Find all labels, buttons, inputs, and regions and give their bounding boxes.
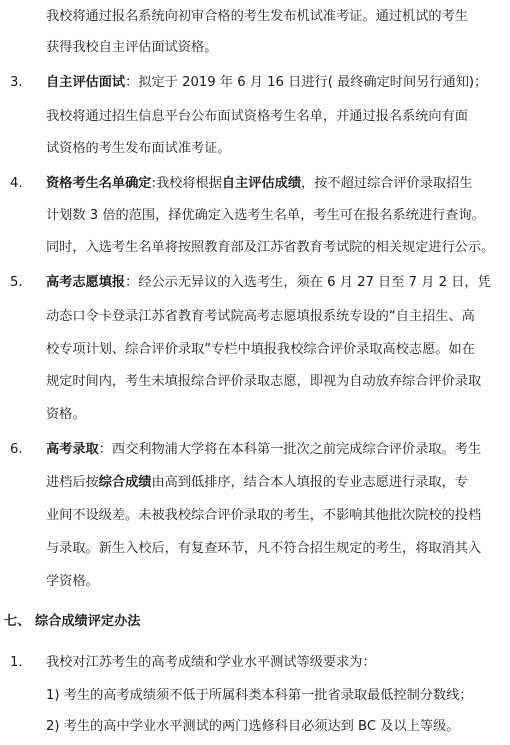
paragraph-line: 校专项计划、综合评价录取”专栏中填报我校综合评价录取高校志愿。如在 — [46, 342, 475, 357]
paragraph-line: 我校将通过招生信息平台公布面试资格考生名单，并通过报名系统向有面 — [46, 109, 468, 124]
list-number: 4. — [10, 176, 23, 191]
list-item-3-line1 — [46, 73, 487, 93]
item-emphasis: 综合成绩 — [98, 475, 152, 490]
paragraph-line: 学资格。 — [46, 574, 99, 589]
item-emphasis: 自主评估成绩 — [221, 176, 302, 191]
paragraph-line: 同时，入选考生名单将按照教育部及江苏省教育考试院的相关规定进行公示。 — [46, 240, 495, 255]
sub-item: 1) 考生的高考成绩须不低于所属科类本科第一批省录取最低控制分数线； — [46, 688, 473, 703]
list-item-6-line1 — [46, 440, 481, 460]
section-heading: 七、 综合成绩评定办法 — [4, 614, 141, 629]
item-text: 进档后按 — [46, 475, 99, 490]
paragraph-line: 与录取。新生入校后，有复查环节，凡不符合招生规定的考生，将取消其入 — [46, 541, 482, 556]
paragraph-line: 我校将通过报名系统向初审合格的考生发布机试准考证。通过机试的考生 — [46, 9, 468, 24]
paragraph-line: 动态口令卡登录江苏省教育考试院高考志愿填报系统专设的“自主招生、高 — [46, 309, 475, 324]
list-item-5-line1 — [46, 273, 491, 293]
item-text: ，按不超过综合评价录取招生 — [301, 176, 473, 191]
item-title: 自主评估面试 — [46, 75, 126, 90]
paragraph-line: 业间不设级差。未被我校综合评价录取的考生，不影响其他批次院校的投档 — [46, 508, 482, 523]
list-number: 5. — [10, 275, 23, 290]
paragraph-line: 计划数 3 倍的范围，择优确定入选考生名单，考生可在报名系统进行查询。 — [46, 208, 485, 223]
item-title: 资格考生名单确定 — [46, 176, 152, 191]
list-item-6-line2 — [46, 473, 468, 493]
paragraph-line: 规定时间内，考生未填报综合评价录取志愿，即视为自动放弃综合评价录取 — [46, 374, 482, 389]
paragraph-line: 试资格的考生发布面试准考证。 — [46, 141, 231, 156]
item-text: ：经公示无异议的入选考生，须在 6 月 27 日至 7 月 2 日，凭 — [125, 275, 491, 290]
item-title: 高考志愿填报 — [46, 275, 126, 290]
item-text: 由高到低排序，结合本人填报的专业志愿进行录取，专 — [151, 475, 468, 490]
list-number: 3. — [10, 75, 23, 90]
list-number: 1. — [10, 655, 23, 670]
list-number: 6. — [10, 442, 23, 457]
paragraph-line: 我校对江苏考生的高考成绩和学业水平测试等级要求为： — [46, 655, 376, 670]
list-item-4-line1 — [46, 174, 472, 194]
paragraph-line: 获得我校自主评估面试资格。 — [46, 40, 218, 55]
item-title: 高考录取 — [46, 442, 99, 457]
sub-item: 2) 考生的高中学业水平测试的两门选修科目必须达到 BC 及以上等级。 — [46, 719, 460, 734]
item-text: ：拟定于 2019 年 6 月 16 日进行( 最终确定时间另行通知)； — [125, 75, 488, 90]
item-text: :我校将根据 — [151, 176, 222, 191]
item-text: ：西交利物浦大学将在本科第一批次之前完成综合评价录取。考生 — [98, 442, 482, 457]
paragraph-line: 资格。 — [46, 407, 86, 422]
